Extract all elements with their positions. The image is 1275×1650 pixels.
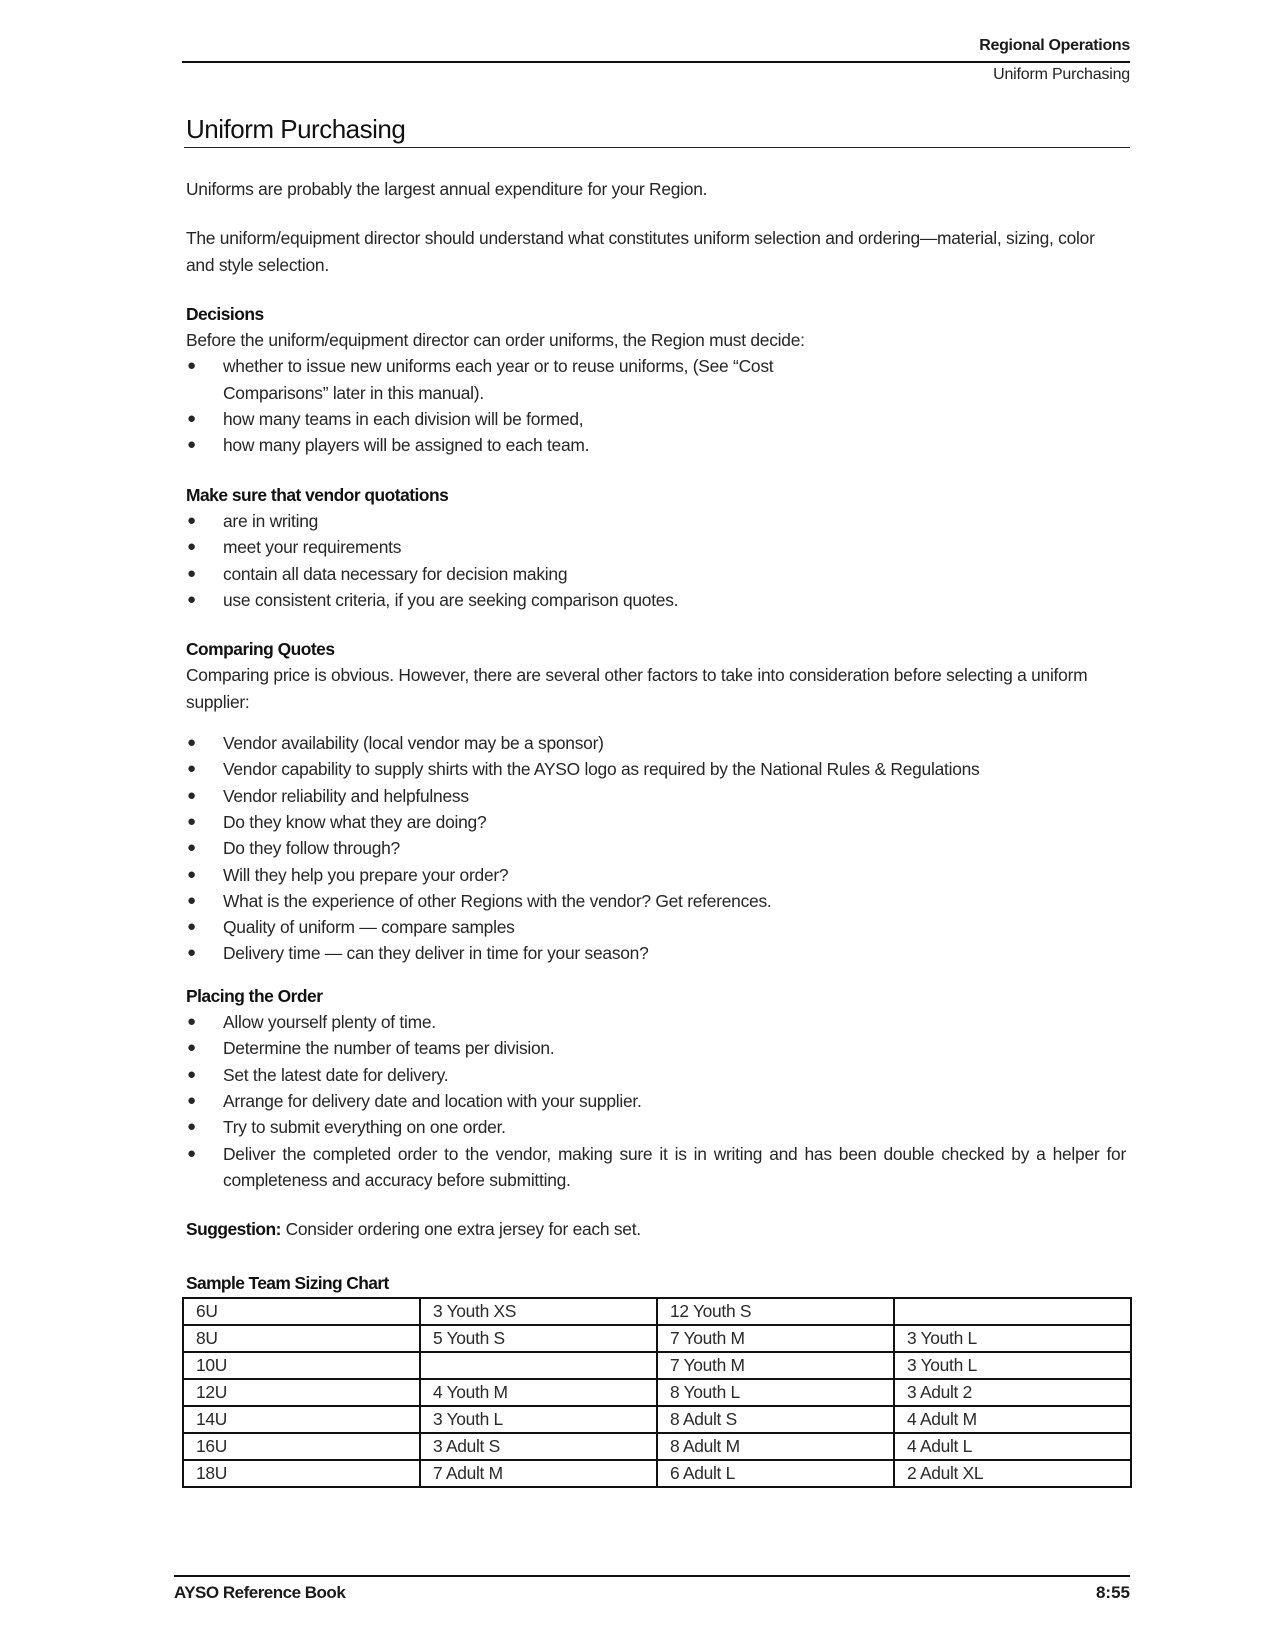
- bullet-icon: ●: [187, 1091, 196, 1109]
- bullet-icon: ●: [187, 1013, 196, 1031]
- header-rule: [182, 61, 1130, 63]
- list-item: ● Delivery time — can they deliver in time for your season?: [186, 940, 1126, 966]
- table-row: [183, 1325, 1131, 1352]
- suggestion-label: Suggestion:: [186, 1219, 281, 1240]
- list-item: ● Quality of uniform — compare samples: [186, 914, 1126, 940]
- bullet-icon: ●: [187, 812, 196, 830]
- list-item: ● contain all data necessary for decision making: [186, 561, 1126, 587]
- table-cell: 3 Adult 2: [894, 1379, 1131, 1406]
- table-cell: 3 Youth XS: [420, 1298, 657, 1325]
- table-row: [183, 1298, 1131, 1325]
- section-heading-decisions: Decisions: [186, 303, 264, 324]
- decisions-lead: Before the uniform/equipment director can order uniforms, the Region must decide:: [186, 330, 805, 351]
- table-cell: 7 Adult M: [420, 1460, 657, 1487]
- comparing-lead: Comparing price is obvious. However, there are several other factors to take into consideration before selecting a uniform supplier:: [186, 665, 1088, 712]
- bullet-icon: ●: [187, 786, 196, 804]
- table-cell: 7 Youth M: [657, 1352, 894, 1379]
- list-item: ● Allow yourself plenty of time.: [186, 1009, 1126, 1035]
- bullet-icon: ●: [187, 865, 196, 883]
- table-cell: 3 Youth L: [894, 1352, 1131, 1379]
- footer-page-number: 8:55: [1095, 1583, 1130, 1602]
- table-cell: 18U: [183, 1460, 420, 1487]
- table-cell: 8 Adult S: [657, 1406, 894, 1433]
- list-item: ● whether to issue new uniforms each year or to reuse uniforms, (See “Cost Comparisons” later in this manual).: [186, 353, 813, 406]
- intro-paragraph-2: The uniform/equipment director should understand what constitutes uniform selection and ordering—material, sizing, color and style selection.: [186, 228, 1095, 275]
- vendor-quotations-list: [186, 508, 1126, 613]
- table-cell: 6 Adult L: [657, 1460, 894, 1487]
- table-cell: 12 Youth S: [657, 1298, 894, 1325]
- table-cell: 12U: [183, 1379, 420, 1406]
- bullet-icon: ●: [187, 918, 196, 936]
- list-item: ● Do they know what they are doing?: [186, 809, 1126, 835]
- document-page: [174, 0, 1130, 1650]
- comparing-quotes-list: [186, 730, 1126, 967]
- table-cell: [420, 1352, 657, 1379]
- table-cell: 4 Adult L: [894, 1433, 1131, 1460]
- document-body: [186, 176, 1126, 1242]
- list-item: ● Arrange for delivery date and location with your supplier.: [186, 1088, 1126, 1114]
- bullet-icon: ●: [187, 538, 196, 556]
- bullet-icon: ●: [187, 839, 196, 857]
- table-row: [183, 1433, 1131, 1460]
- table-cell: 3 Adult S: [420, 1433, 657, 1460]
- table-cell: 16U: [183, 1433, 420, 1460]
- suggestion-note: [186, 1216, 1126, 1242]
- footer-rule: [174, 1575, 1130, 1577]
- table-cell: 14U: [183, 1406, 420, 1433]
- section-heading-comparing-quotes: Comparing Quotes: [186, 639, 335, 660]
- footer-book-title: AYSO Reference Book: [174, 1583, 346, 1602]
- table-cell: 2 Adult XL: [894, 1460, 1131, 1487]
- bullet-icon: ●: [187, 1065, 196, 1083]
- bullet-icon: ●: [187, 410, 196, 428]
- page-title: Uniform Purchasing: [186, 114, 406, 144]
- list-item: ● Vendor reliability and helpfulness: [186, 783, 1126, 809]
- list-item: ● Try to submit everything on one order.: [186, 1114, 1126, 1140]
- bullet-icon: ●: [187, 511, 196, 529]
- list-item: ● how many teams in each division will be formed,: [186, 406, 1126, 432]
- table-cell: 3 Youth L: [894, 1325, 1131, 1352]
- bullet-icon: ●: [187, 590, 196, 608]
- bullet-icon: ●: [187, 1118, 196, 1136]
- table-row: [183, 1352, 1131, 1379]
- table-cell: 10U: [183, 1352, 420, 1379]
- table-row: [183, 1379, 1131, 1406]
- bullet-icon: ●: [187, 357, 196, 375]
- decisions-list: [186, 353, 1126, 458]
- bullet-icon: ●: [187, 1039, 196, 1057]
- bullet-icon: ●: [187, 734, 196, 752]
- list-item: ● how many players will be assigned to each team.: [186, 432, 1126, 458]
- table-row: [183, 1406, 1131, 1433]
- list-item: ● Determine the number of teams per division.: [186, 1035, 1126, 1061]
- intro-paragraph-1: Uniforms are probably the largest annual expenditure for your Region.: [186, 179, 708, 199]
- suggestion-text: Consider ordering one extra jersey for each set.: [280, 1219, 641, 1240]
- section-heading-placing-order: Placing the Order: [186, 985, 323, 1006]
- list-item: ● Vendor availability (local vendor may be a sponsor): [186, 730, 1126, 756]
- bullet-icon: ●: [187, 436, 196, 454]
- list-item: ● Vendor capability to supply shirts with the AYSO logo as required by the National Rules & Regulations: [186, 756, 1126, 782]
- list-item: ● meet your requirements: [186, 534, 1126, 560]
- table-cell: 7 Youth M: [657, 1325, 894, 1352]
- sizing-chart-table: [182, 1297, 1132, 1488]
- bullet-icon: ●: [187, 944, 196, 962]
- placing-order-list: [186, 1009, 1126, 1193]
- title-rule: [184, 147, 1130, 148]
- bullet-icon: ●: [187, 760, 196, 778]
- section-heading-vendor-quotations: Make sure that vendor quotations: [186, 484, 449, 505]
- table-cell: 4 Youth M: [420, 1379, 657, 1406]
- table-cell: 5 Youth S: [420, 1325, 657, 1352]
- bullet-icon: ●: [187, 564, 196, 582]
- list-item: ● Do they follow through?: [186, 835, 1126, 861]
- table-row: [183, 1460, 1131, 1487]
- sizing-chart-caption: Sample Team Sizing Chart: [186, 1273, 389, 1293]
- table-cell: 6U: [183, 1298, 420, 1325]
- table-cell: 8 Youth L: [657, 1379, 894, 1406]
- list-item: ● are in writing: [186, 508, 1126, 534]
- list-item: ● Deliver the completed order to the vendor, making sure it is in writing and has been double checked by a helper for completeness and accuracy before submitting.: [186, 1141, 1126, 1194]
- table-cell: 8 Adult M: [657, 1433, 894, 1460]
- bullet-icon: ●: [187, 891, 196, 909]
- list-item: ● What is the experience of other Regions with the vendor? Get references.: [186, 888, 1126, 914]
- running-header-subsection: Uniform Purchasing: [993, 66, 1130, 83]
- list-item: ● use consistent criteria, if you are seeking comparison quotes.: [186, 587, 1126, 613]
- list-item: ● Set the latest date for delivery.: [186, 1062, 1126, 1088]
- table-cell: [894, 1298, 1131, 1325]
- bullet-icon: ●: [187, 1144, 196, 1162]
- table-cell: 8U: [183, 1325, 420, 1352]
- table-cell: 3 Youth L: [420, 1406, 657, 1433]
- running-header-section: Regional Operations: [979, 37, 1130, 54]
- list-item: ● Will they help you prepare your order?: [186, 862, 1126, 888]
- table-cell: 4 Adult M: [894, 1406, 1131, 1433]
